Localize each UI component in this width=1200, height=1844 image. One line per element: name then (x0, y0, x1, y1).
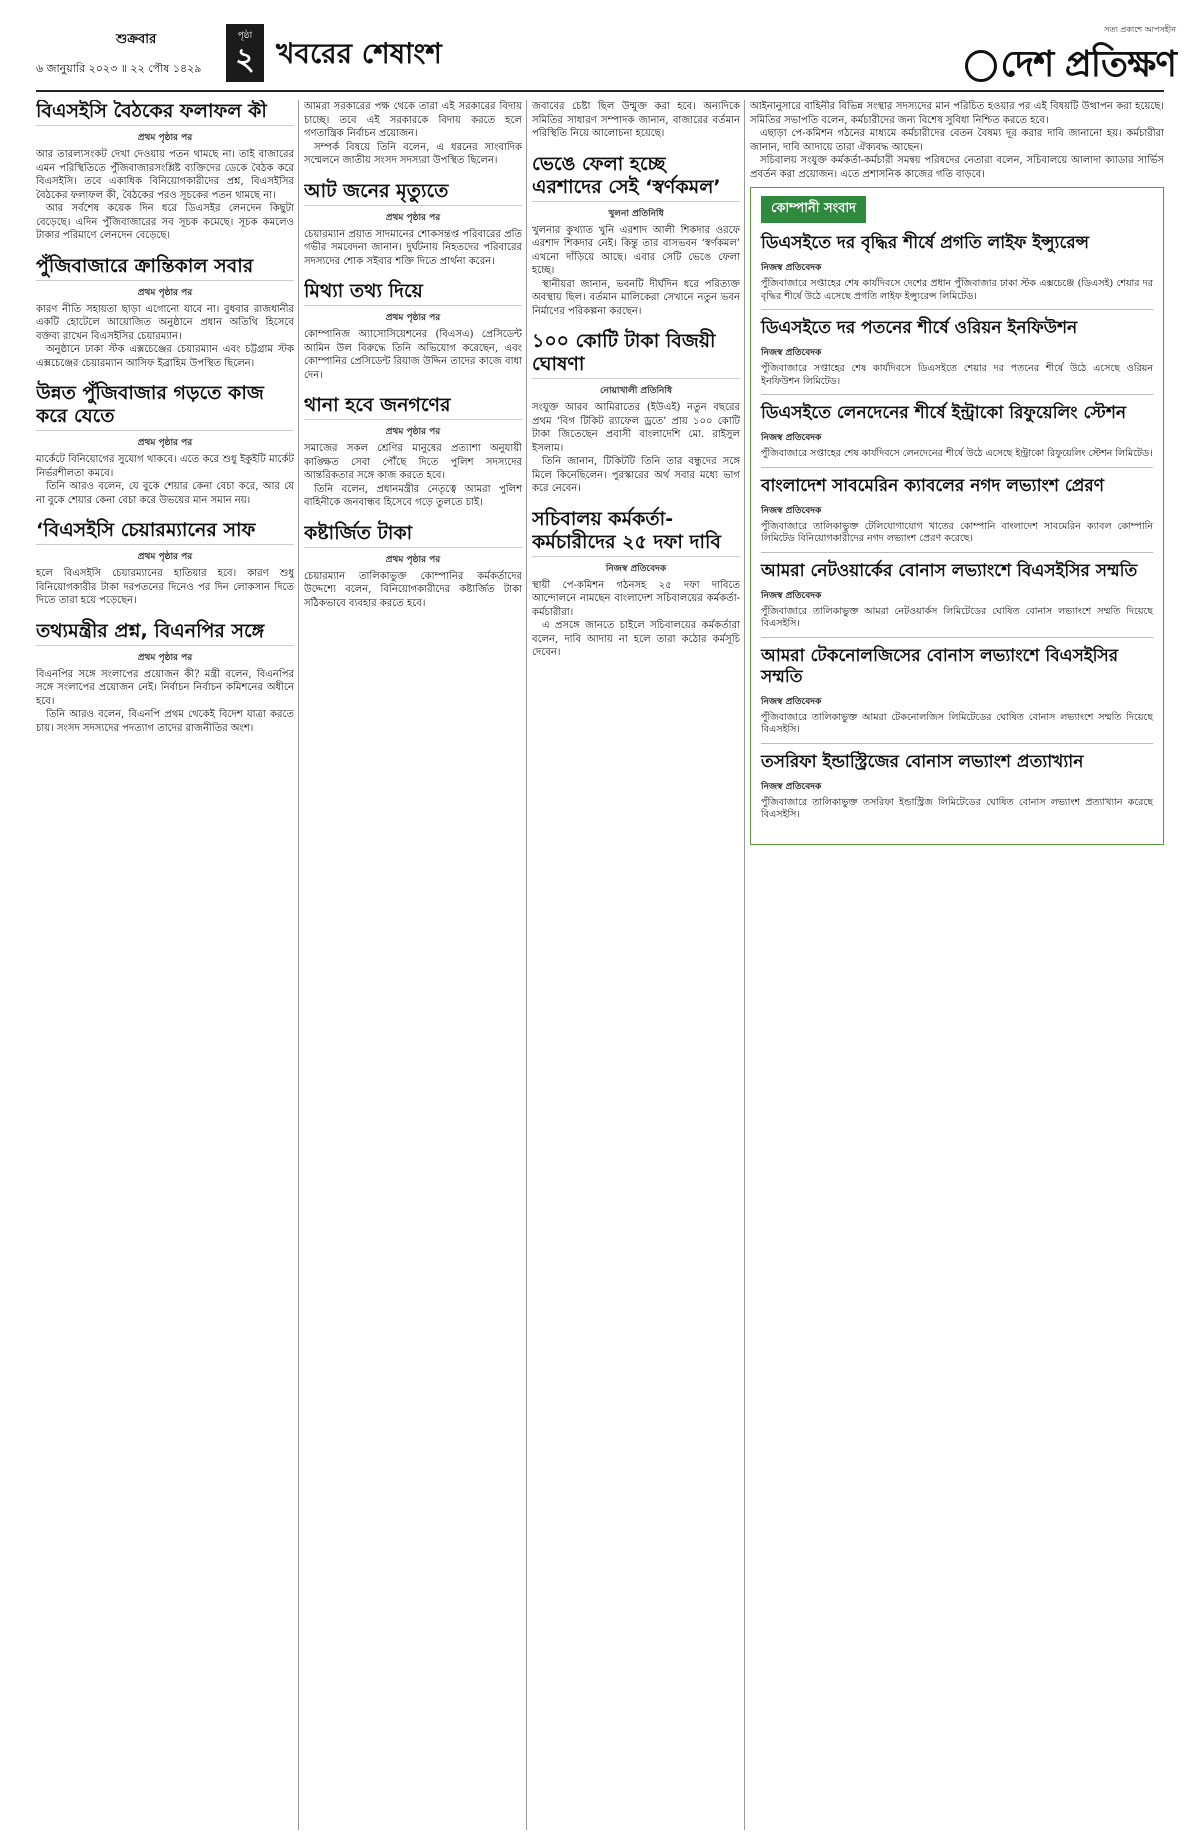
newspaper-logo (965, 24, 1176, 97)
story-headline: পুঁজিবাজারে ক্রান্তিকাল সবার (36, 255, 294, 281)
story-paragraph: তিনি আরও বলেন, যে বুকে শেয়ার কেনা বেচা করে, আর যে না বুকে শেয়ার কেনা বেচা করে উভয়ের মান সমান নয়। (36, 481, 294, 506)
company-news-text: পুঁজিবাজারে সপ্তাহের শেষ কার্যদিবসে দেশের প্রধান পুঁজিবাজার ঢাকা স্টক এক্সচেঞ্জে (ডিএসই) শেয়ার দর বৃদ্ধির শীর্ষে উঠে এসেছে প্রগতি লাইফ ইন্স্যুরেন্স লিমিটেড। (761, 278, 1153, 302)
column-divider (298, 100, 299, 1830)
company-news-item (761, 233, 1153, 310)
story-paragraph: মার্কেটে বিনিয়োগের সুযোগ থাকবে। এতে করে শুধু ইকুইটি মার্কেট নির্ভরশীলতা কমবে। (36, 454, 294, 479)
story-paragraph: আর তারল্যসংকট দেখা দেওয়ায় পতন থামছে না। তাই বাজারের এমন পরিস্থিতিতে পুঁজিবাজারসংশ্লিষ্ট ব্যক্তিদের ডেকে বৈঠক করে বিএসইসি। তবে একাধিক বিনিয়োগকারীদের প্রশ্ন, বিএসইসির বৈঠকের ফলাফল কী, বৈঠকের পরও সূচকের পতন থামছে না। (36, 149, 294, 201)
company-news-headline: বাংলাদেশ সাবমেরিন ক্যাবলের নগদ লভ্যাংশ প্রেরণ (761, 475, 1105, 496)
company-news-headline: তসরিফা ইন্ডাস্ট্রিজের বোনাস লভ্যাংশ প্রত্যাখ্যান (761, 751, 1084, 772)
masthead (36, 18, 1176, 88)
logo-tagline: সত্য প্রকাশে আপসহীন (1104, 25, 1176, 34)
story-continued-label: নিজস্ব প্রতিবেদক (605, 563, 667, 574)
company-news-label: কোম্পানী সংবাদ (761, 196, 866, 223)
page-number: ২ (235, 42, 255, 77)
story-headline: সচিবালয় কর্মকর্তা-কর্মচারীদের ২৫ দফা দাবি (532, 508, 740, 557)
page-number-badge (226, 24, 264, 82)
story-headline: মিথ্যা তথ্য দিয়ে (304, 280, 522, 306)
story-headline: কষ্টার্জিত টাকা (304, 522, 522, 548)
company-news-text: পুঁজিবাজারে সপ্তাহের শেষ কার্যদিবসে লেনদেনের শীর্ষে উঠে এসেছে ইন্ট্রাকো রিফুয়েলিং স্টেশন লিমিটেড। (761, 448, 1153, 459)
story-paragraph: খুলনার কুখ্যাত খুনি এরশাদ আলী শিকদার ওরফে এরশাদ শিকদার নেই। কিন্তু তার বাসভবন ‘স্বর্ণকমল’ এখনো দাঁড়িয়ে আছে। এবার সেটি ভেঙে ফেলা হচ্ছে। (532, 224, 740, 276)
column-3 (532, 100, 740, 1830)
story-paragraph: আইনানুসারে বাহিনীর বিভিন্ন সংস্থার সদস্যদের মান পরিচিত হওয়ার পর এই বিষয়টি উত্থাপন করা হয়েছে। সমিতির সভাপতি বলেন, কর্মচারীদের জন্য বিশেষ সুবিধা নিশ্চিত করতে হবে। (750, 101, 1164, 126)
story-continued-label: প্রথম পৃষ্ঠার পর (385, 212, 441, 223)
story-paragraph: সংযুক্ত আরব আমিরাতের (ইউএই) নতুন বছরের প্রথম ‘বিগ টিকিট র‍্যাফেল ড্রতে’ প্রায় ১০০ কোটি টাকা জিতেছেন প্রবাসী বাংলাদেশি মো. রাইসুল ইসলাম। (532, 402, 740, 454)
company-news-item (761, 561, 1153, 638)
company-news-item (761, 318, 1153, 395)
story-paragraph: সম্পর্ক বিষয়ে তিনি বলেন, এ ধরনের সাংবাদিক সম্মেলনে জাতীয় সংসদ সদস্যরা উপস্থিত ছিলেন। (304, 141, 522, 166)
story-headline: উন্নত পুঁজিবাজার গড়তে কাজ করে যেতে (36, 382, 294, 431)
company-news-text: পুঁজিবাজারে তালিকাভুক্ত আমরা টেকনোলজিস লিমিটেডের ঘোষিত বোনাস লভ্যাংশে সম্মতি দিয়েছে বিএসইসি। (761, 711, 1153, 735)
column-1 (36, 100, 294, 1830)
issue-date: ৬ জানুয়ারি ২০২৩ ॥ ২২ পৌষ ১৪২৯ (36, 62, 202, 75)
company-news-headline: ডিএসইতে দর পতনের শীর্ষে ওরিয়ন ইনফিউশন (761, 318, 1078, 338)
company-news-text: পুঁজিবাজারে তালিকাভুক্ত টেলিযোগাযোগ খাতের কোম্পানি বাংলাদেশ সাবমেরিন ক্যাবল কোম্পানি লিমিটেড বিনিয়োগকারীদের নগদ লভ্যাংশ প্রেরণ করেছে। (761, 520, 1153, 544)
story-paragraph: আর সর্বশেষ কয়েক দিন ধরে ডিএসইর লেনদেন কিছুটা বেড়েছে। এদিন পুঁজিবাজারের সব সূচক কমেছে। সূচক কমলেও টাকার পরিমাণে লেনদেন বেড়েছে। (36, 203, 294, 241)
news-story (304, 280, 522, 382)
company-news-byline: নিজস্ব প্রতিবেদক (761, 433, 822, 443)
news-story (36, 100, 294, 243)
story-paragraph: জবাবের চেষ্টা ছিল উন্মুক্ত করা হবে। অন্যদিকে সমিতির সাধারণ সম্পাদক জানান, বাজারের বর্তমান পরিস্থিতি নিয়ে আলোচনা হয়েছে। (532, 101, 740, 139)
story-continued-label: প্রথম পৃষ্ঠার পর (137, 133, 193, 143)
news-story (36, 255, 294, 371)
column-divider (526, 100, 527, 1830)
story-paragraph: হলে বিএসইসি চেয়ারম্যানের হাতিয়ার হবে। কারণ শুধু বিনিয়োগকারীর টাকা দরপতনের দিনেও পর দিন লোকসান দিতে দিতে তারা হয়ে পড়েছেন। (36, 568, 294, 606)
company-news-byline: নিজস্ব প্রতিবেদক (761, 590, 822, 601)
logo-name: দেশ প্রতিক্ষণ (1000, 44, 1176, 85)
story-continued-label: প্রথম পৃষ্ঠার পর (137, 287, 193, 298)
story-continued-label: প্রথম পৃষ্ঠার পর (137, 652, 193, 663)
story-headline: থানা হবে জনগণের (304, 394, 522, 420)
story-headline: বিএসইসি বৈঠকের ফলাফল কী (36, 100, 294, 126)
story-paragraph: অনুষ্ঠানে ঢাকা স্টক এক্সচেঞ্জের চেয়ারম্যান এবং চট্টগ্রাম স্টক এক্সচেঞ্জের চেয়ারম্যান আসিফ ইব্রাহিম উপস্থিত ছিলেন। (36, 344, 294, 369)
logo-emblem-icon (965, 50, 997, 82)
company-news-item (761, 403, 1153, 468)
news-story (304, 394, 522, 510)
company-news-byline: নিজস্ব প্রতিবেদক (761, 348, 822, 358)
story-continued-label: খুলনা প্রতিনিধি (608, 208, 664, 219)
story-paragraph: বিএনপির সঙ্গে সংলাপের প্রয়োজন কী? মন্ত্রী বলেন, বিএনপির সঙ্গে সংলাপের প্রয়োজন নেই। নির্বাচন নির্বাচন কমিশনের অধীনে হবে। (36, 668, 294, 707)
story-continued-label: প্রথম পৃষ্ঠার পর (385, 554, 441, 565)
story-continued-label: প্রথম পৃষ্ঠার পর (385, 427, 441, 437)
company-news-headline: ডিএসইতে লেনদেনের শীর্ষে ইন্ট্রাকো রিফুয়েলিং স্টেশন (761, 403, 1127, 423)
company-news-byline: নিজস্ব প্রতিবেদক (761, 696, 822, 707)
story-headline: ‘বিএসইসি চেয়ারম্যানের সাফ (36, 519, 294, 545)
story-headline: আট জনের মৃত্যুতে (304, 180, 522, 206)
column-2 (304, 100, 522, 1830)
section-title: খবরের শেষাংশ (276, 37, 442, 70)
story-paragraph: স্থায়ী পে-কমিশন গঠনসহ ২৫ দফা দাবিতে আন্দোলনে নামছেন বাংলাদেশ সচিবালয়ের কর্মকর্তা-কর্মচারীরা। (532, 579, 740, 618)
news-story (532, 508, 740, 660)
company-news-text: পুঁজিবাজারে তালিকাভুক্ত আমরা নেটওয়ার্কস লিমিটেডের ঘোষিত বোনাস লভ্যাংশে সম্মতি দিয়েছে বিএসইসি। (761, 605, 1153, 629)
company-news-byline: নিজস্ব প্রতিবেদক (761, 781, 822, 792)
story-continued-label: প্রথম পৃষ্ঠার পর (385, 313, 441, 323)
page-label: পৃষ্ঠা (237, 31, 253, 41)
story-headline: তথ্যমন্ত্রীর প্রশ্ন, বিএনপির সঙ্গে (36, 620, 294, 646)
news-story (304, 100, 522, 168)
masthead-divider (36, 90, 1164, 92)
company-news-box (750, 187, 1164, 845)
company-news-headline: আমরা নেটওয়ার্কের বোনাস লভ্যাংশে বিএসইসির সম্মতি (761, 560, 1138, 581)
story-paragraph: আমরা সরকারের পক্ষ থেকে তারা এই সরকারের বিদায় চাচ্ছে। তবে এই সরকারকে বিদায় করতে হলে গণতান্ত্রিক নির্বাচন প্রয়োজন। (304, 101, 522, 139)
story-paragraph: এ প্রসঙ্গে জানতে চাইলে সচিবালয়ের কর্মকর্তারা বলেন, দাবি আদায় না হলে তারা কঠোর কর্মসূচি দেবেন। (532, 620, 740, 658)
news-story (532, 100, 740, 141)
story-paragraph: কোম্পানিজ অ্যাসোসিয়েশনের (বিএসএ) প্রেসিডেন্ট আমিন উল বিরুদ্ধে তিনি অভিযোগ করেছেন, এবং কোম্পানির প্রেসিডেন্ট রিয়াজ উদ্দিন তাদের কাজে বাধা দেন। (304, 329, 522, 381)
story-headline: ভেঙে ফেলা হচ্ছে এরশাদের সেই ‘স্বর্ণকমল’ (532, 153, 740, 202)
story-paragraph: কারণ নীতি সহায়তা ছাড়া এগোনো যাবে না। বুধবার রাজধানীর একটি হোটেলে আয়োজিত অনুষ্ঠানে প্রধান অতিথি হিসেবে বক্তব্য রাখেন বিএসইসির চেয়ারম্যান। (36, 303, 294, 342)
company-news-byline: নিজস্ব প্রতিবেদক (761, 263, 822, 273)
story-continued-label: নোয়াখালী প্রতিনিধি (599, 386, 673, 396)
news-story (532, 330, 740, 496)
news-story (304, 180, 522, 269)
news-story (36, 519, 294, 608)
column-4 (750, 100, 1164, 1830)
company-news-text: পুঁজিবাজারে তালিকাভুক্ত তসরিফা ইন্ডাস্ট্রিজ লিমিটেডের ঘোষিত বোনাস লভ্যাংশ প্রত্যাখ্যান করেছে বিএসইসি। (761, 796, 1153, 820)
company-news-text: পুঁজিবাজারে সপ্তাহের শেষ কার্যদিবসে ডিএসইতে শেয়ার দর পতনের শীর্ষে উঠে এসেছে ওরিয়ন ইনফিউশন লিমিটেড। (761, 363, 1153, 387)
story-paragraph: তিনি জানান, টিকিটটি তিনি তার বন্ধুদের সঙ্গে মিলে কিনেছিলেন। পুরস্কারের অর্থ সবার মধ্যে ভাগ করে নেবেন। (532, 456, 740, 494)
company-news-item (761, 752, 1153, 828)
column-divider (744, 100, 745, 1830)
story-paragraph: তিনি বলেন, প্রধানমন্ত্রীর নেতৃত্বে আমরা পুলিশ বাহিনীকে জনবান্ধব হিসেবে গড়ে তুলতে চাই। (304, 483, 522, 508)
company-news-byline: নিজস্ব প্রতিবেদক (761, 505, 822, 516)
story-paragraph: সমাজের সকল শ্রেণির মানুষের প্রত্যাশা অনুযায়ী কাঙ্ক্ষিত সেবা পৌঁছে দিতে পুলিশ সদস্যদের আন্তরিকতার সঙ্গে কাজ করতে হবে। (304, 443, 522, 481)
story-paragraph: তিনি আরও বলেন, বিএনপি প্রথম থেকেই বিদেশ যাত্রা করতে চায়। সংসদ সদস্যদের পদত্যাগ তাদের রাজনীতির অংশ। (36, 709, 294, 734)
news-story (532, 153, 740, 319)
story-paragraph: এছাড়া পে-কমিশন গঠনের মাধ্যমে কর্মচারীদের বেতন বৈষম্য দূর করার দাবি জানানো হয়। কর্মচারীরা জানান, দাবি আদায়ে তারা ঐক্যবদ্ধ আছেন। (750, 128, 1164, 153)
news-story (36, 620, 294, 736)
news-story (304, 522, 522, 611)
column-4-continuation (750, 100, 1164, 181)
story-continued-label: প্রথম পৃষ্ঠার পর (137, 552, 193, 562)
story-paragraph: চেয়ারম্যান প্রয়াত সাদমানের শোকসন্তপ্ত পরিবারের প্রতি গভীর সমবেদনা জানান। দুর্ঘটনায় নিহতদের পরিবারের সদস্যদের শোক সইবার শক্তি দিতে প্রার্থনা করেন। (304, 228, 522, 267)
story-paragraph: সচিবালয় সংযুক্ত কর্মকর্তা-কর্মচারী সমন্বয় পরিষদের নেতারা বলেন, সচিবালয়ে আলাদা ক্যাডার সার্ভিস প্রবর্তন করা প্রয়োজন। এতে প্রশাসনিক কাজের গতি বাড়বে। (750, 155, 1164, 180)
story-paragraph: চেয়ারম্যান তালিকাভুক্ত কোম্পানির কর্মকর্তাদের উদ্দেশ্যে বলেন, বিনিয়োগকারীদের কষ্টার্জিত টাকা সঠিকভাবে ব্যবহার করতে হবে। (304, 570, 522, 609)
story-paragraph: স্থানীয়রা জানান, ভবনটি দীর্ঘদিন ধরে পরিত্যক্ত অবস্থায় ছিল। বর্তমান মালিকেরা সেখানে নতুন ভবন নির্মাণের পরিকল্পনা করছেন। (532, 278, 740, 317)
issue-day: শুক্রবার (116, 32, 157, 47)
company-news-headline: ডিএসইতে দর বৃদ্ধির শীর্ষে প্রগতি লাইফ ইন্স্যুরেন্স (761, 233, 1090, 253)
company-news-headline: আমরা টেকনোলজিসের বোনাস লভ্যাংশে বিএসইসির সম্মতি (761, 645, 1119, 687)
story-headline: ১০০ কোটি টাকা বিজয়ী ঘোষণা (532, 330, 740, 379)
company-news-list (761, 233, 1153, 828)
story-continued-label: প্রথম পৃষ্ঠার পর (137, 438, 193, 448)
news-story (36, 382, 294, 507)
company-news-item (761, 476, 1153, 553)
company-news-item (761, 646, 1153, 744)
